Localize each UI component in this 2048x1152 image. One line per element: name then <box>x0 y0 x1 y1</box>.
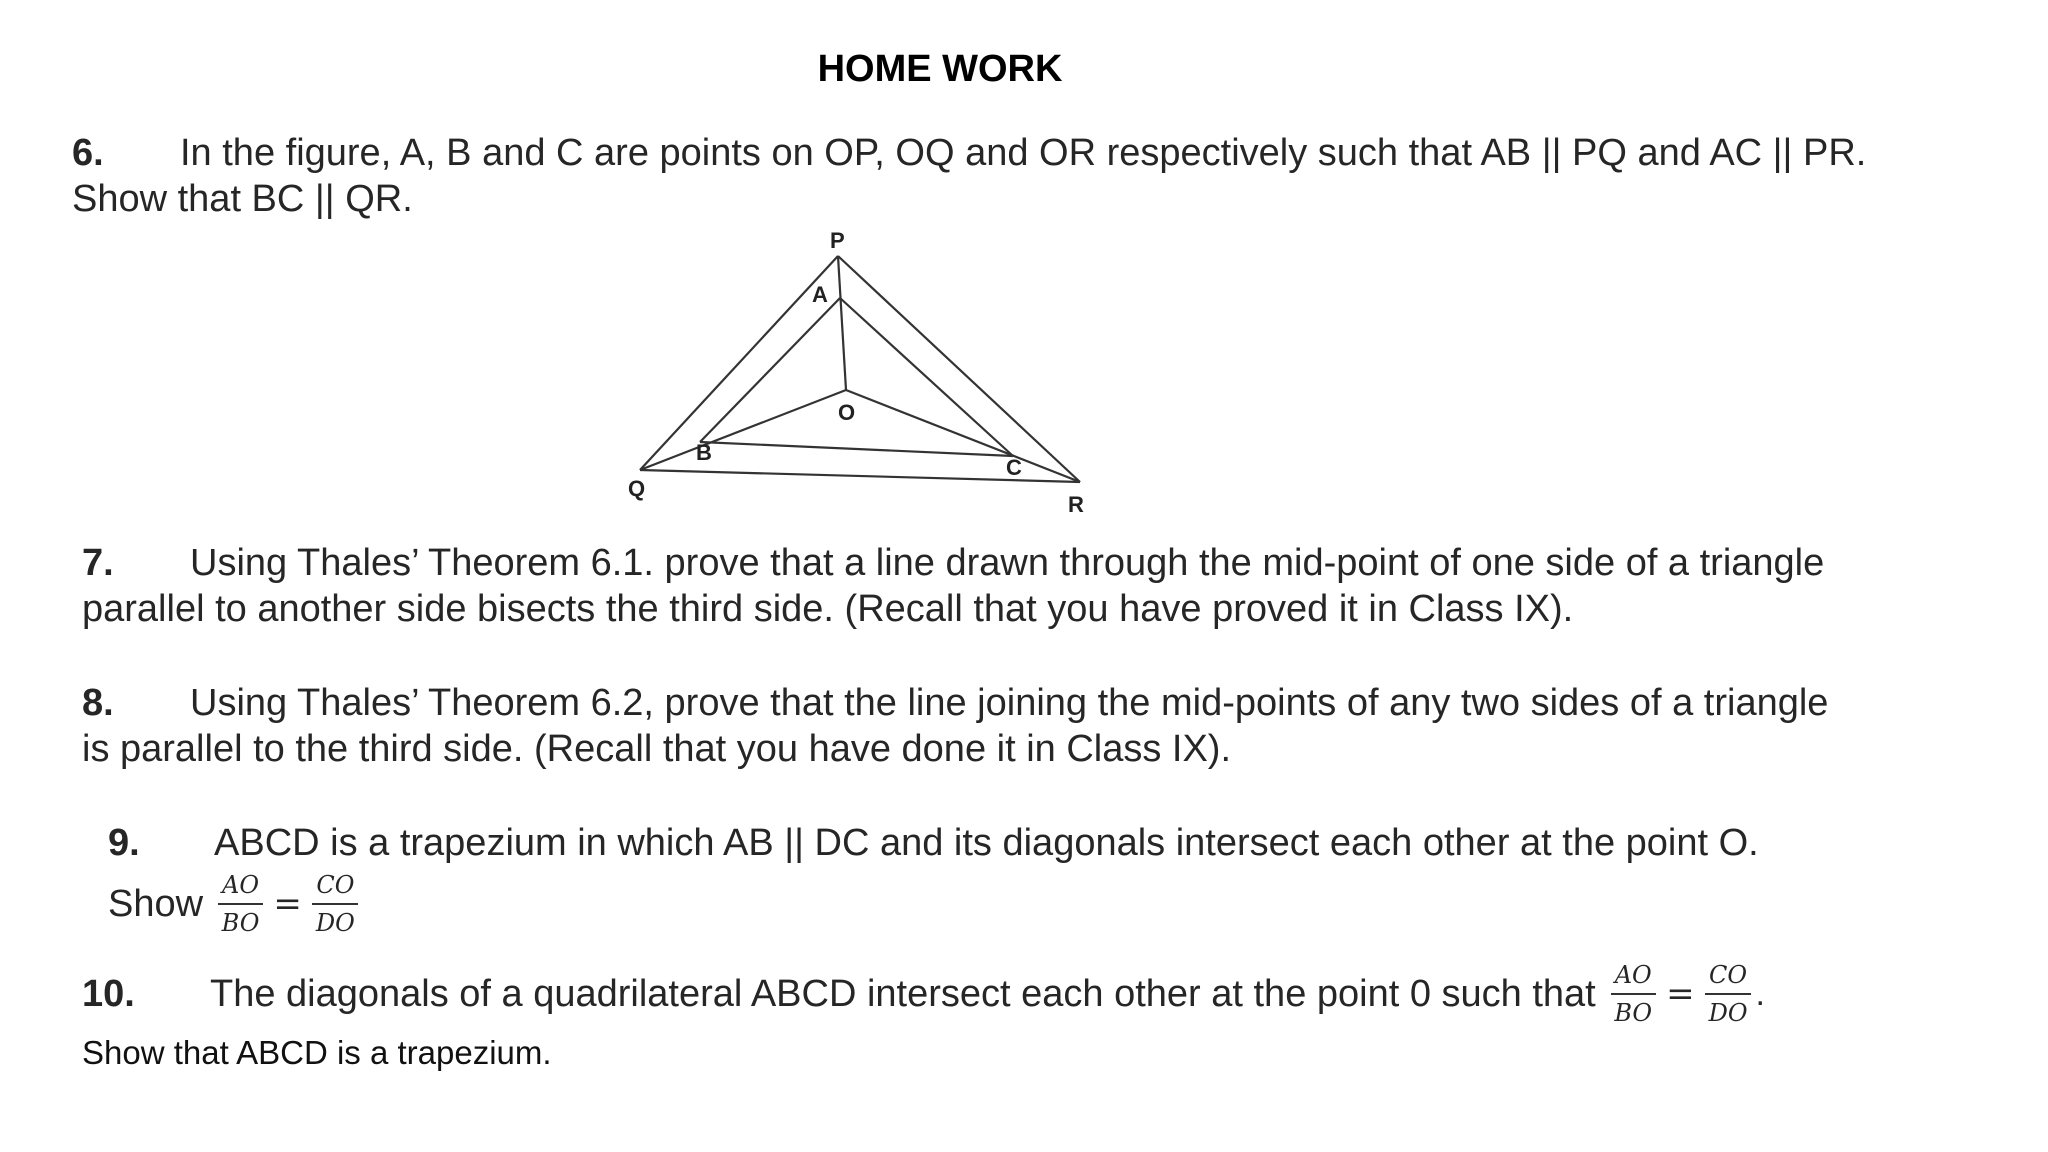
question-9-line-1 <box>108 820 1759 866</box>
equals-sign: = <box>1666 974 1695 1014</box>
question-8-line-2: is parallel to the third side. (Recall that you have done it in Class IX). <box>82 728 1232 770</box>
question-7-line-1 <box>82 540 1824 586</box>
fraction-denominator: DO <box>1708 999 1748 1027</box>
question-9-line-2 <box>108 870 1759 938</box>
fraction-denominator: DO <box>315 909 355 937</box>
label-B: B <box>696 440 712 465</box>
question-10-period: . <box>1755 975 1765 1013</box>
segment-OQ <box>640 390 846 470</box>
question-10 <box>82 960 1765 1076</box>
segment-PR <box>838 256 1080 482</box>
segment-AC <box>840 298 1013 456</box>
question-9-number: 9. <box>108 822 140 864</box>
question-6-line-2: Show that BC || QR. <box>72 178 413 220</box>
question-9-text: ABCD is a trapezium in which AB || DC and its diagonals intersect each other at the point O. <box>214 822 1759 864</box>
question-8 <box>82 680 1828 772</box>
question-6 <box>72 130 1866 222</box>
fraction-co-do <box>1705 960 1752 1028</box>
triangle-figure <box>620 220 1100 520</box>
question-8-text: Using Thales’ Theorem 6.2, prove that the line joining the mid-points of any two sides of a triangle <box>190 682 1829 724</box>
equals-sign: = <box>273 884 302 924</box>
question-8-line-1 <box>82 680 1828 726</box>
question-10-text: The diagonals of a quadrilateral ABCD intersect each other at the point 0 such that <box>210 973 1596 1015</box>
question-10-number: 10. <box>82 973 135 1015</box>
question-10-line-1 <box>82 960 1765 1028</box>
fraction-denominator: BO <box>1614 999 1653 1027</box>
fraction-ao-bo <box>218 870 264 938</box>
segment-PO <box>838 256 846 390</box>
label-P: P <box>830 228 845 253</box>
label-A: A <box>812 282 828 307</box>
question-6-text: In the figure, A, B and C are points on OP, OQ and OR respectively such that AB || PQ and AC || PR. <box>180 132 1867 174</box>
segment-OR <box>846 390 1080 482</box>
fraction-numerator: CO <box>1705 960 1751 995</box>
question-7-line-2: parallel to another side bisects the third side. (Recall that you have proved it in Class IX). <box>82 588 1574 630</box>
question-6-number: 6. <box>72 132 104 174</box>
fraction-numerator: AO <box>218 870 263 905</box>
fraction-numerator: AO <box>1611 960 1656 995</box>
label-R: R <box>1068 492 1084 517</box>
question-7-number: 7. <box>82 542 114 584</box>
question-7-text: Using Thales’ Theorem 6.1. prove that a line drawn through the mid-point of one side of a triangle <box>190 542 1825 584</box>
question-6-line-1 <box>72 130 1866 176</box>
label-Q: Q <box>628 476 646 501</box>
question-7 <box>82 540 1824 632</box>
label-C: C <box>1006 455 1022 480</box>
fraction-denominator: BO <box>221 909 260 937</box>
label-O: O <box>838 400 856 425</box>
segment-PQ <box>640 256 838 470</box>
fraction-ao-bo <box>1610 960 1656 1028</box>
segment-BC <box>700 442 1013 456</box>
question-10-line-2: Show that ABCD is a trapezium. <box>82 1034 552 1071</box>
page-title: HOME WORK <box>817 48 1063 90</box>
question-9 <box>108 820 1759 938</box>
question-8-number: 8. <box>82 682 114 724</box>
question-9-show: Show <box>108 883 204 925</box>
fraction-co-do <box>312 870 359 938</box>
fraction-numerator: CO <box>312 870 358 905</box>
